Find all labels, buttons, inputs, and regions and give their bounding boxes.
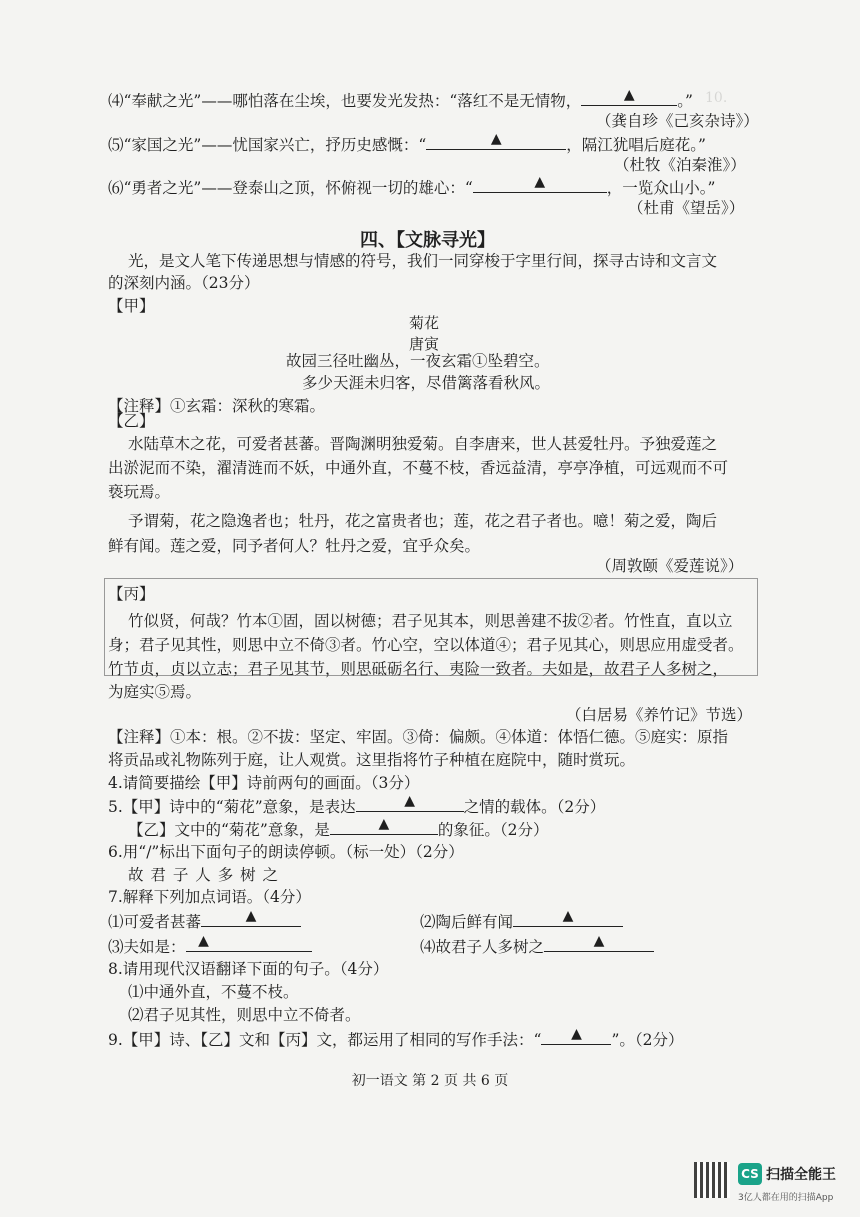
- question-8-1: ⑴中通外直，不蔓不枝。: [128, 983, 299, 1001]
- triangle-marker-icon: ▲: [623, 87, 635, 103]
- passage-text: 水陆草木之花，可爱者甚蕃。晋陶渊明独爱菊。自李唐来，世人甚爱牡丹。予独爱莲之: [128, 435, 718, 453]
- question-7-2: ⑵陶后鲜有闻 ▲: [420, 910, 623, 933]
- answer-blank[interactable]: [426, 133, 566, 150]
- triangle-marker-icon: ▲: [490, 131, 502, 147]
- fill-item-5: ⑸“家国之光”——忧国家兴亡，抒历史感慨：“ ▲ ，隔江犹唱后庭花。”: [108, 131, 706, 154]
- passage-text: 身；君子见其性，则思中立不倚③者。竹心空，空以体道④；君子见其心，则思应用虚受者。: [108, 636, 744, 654]
- scanner-tagline: 3亿人都在用的扫描App: [738, 1193, 834, 1203]
- question-4: 4.请简要描绘【甲】诗前两句的画面。（3分）: [108, 774, 420, 792]
- question-7-3: ⑶夫如是： ▲: [108, 935, 312, 958]
- camscanner-logo: CS: [738, 1163, 762, 1185]
- passage-text: 竹节贞，贞以立志；君子见其节，则思砥砺名行、夷险一致者。夫如是，故君子人多树之，: [108, 660, 729, 678]
- answer-blank[interactable]: [330, 818, 438, 835]
- answer-blank[interactable]: [186, 935, 312, 952]
- answer-blank[interactable]: [201, 910, 301, 927]
- answer-blank[interactable]: [581, 89, 677, 106]
- qr-code-icon: [694, 1162, 730, 1198]
- answer-blank[interactable]: [544, 935, 654, 952]
- passage-text: 予谓菊，花之隐逸者也；牡丹，花之富贵者也；莲，花之君子者也。噫！菊之爱，陶后: [128, 512, 718, 530]
- passage-text: 为庭实⑤焉。: [108, 683, 202, 701]
- page-footer: 初一语文 第 2 页 共 6 页: [351, 1073, 509, 1089]
- answer-blank[interactable]: [473, 176, 607, 193]
- triangle-marker-icon: ▲: [198, 933, 209, 949]
- source-citation: （白居易《养竹记》节选）: [566, 706, 753, 724]
- question-6: 6.用“/”标出下面句子的朗读停顿。（标一处）（2分）: [108, 843, 464, 861]
- section-intro: 光，是文人笔下传递思想与情感的符号，我们一同穿梭于字里行间，探寻古诗和文言文: [128, 252, 718, 270]
- fill-item-4: ⑷“奉献之光”——哪怕落在尘埃，也要发光发热：“落红不是无情物， ▲ 。”: [108, 87, 693, 110]
- fill-item-6: ⑹“勇者之光”——登泰山之顶，怀俯视一切的雄心：“ ▲ ，一览众山小。”: [108, 174, 716, 197]
- question-9: 9.【甲】诗、【乙】文和【丙】文，都运用了相同的写作手法：“ ▲ ”。（2分）: [108, 1026, 684, 1049]
- passage-label-bing: 【丙】: [108, 585, 155, 603]
- passage-text: 鲜有闻。莲之爱，同予者何人？牡丹之爱，宜乎众矣。: [108, 537, 481, 555]
- question-5a: 5.【甲】诗中的“菊花”意象，是表达 ▲ 之情的载体。（2分）: [108, 793, 606, 816]
- poem-title: 菊花: [409, 314, 440, 332]
- question-8: 8.请用现代汉语翻译下面的句子。（4分）: [108, 960, 389, 978]
- passage-label-yi: 【乙】: [108, 412, 155, 430]
- poem-author: 唐寅: [409, 335, 440, 353]
- poem-line: 故园三径吐幽丛，一夜玄霜①坠碧空。: [286, 352, 550, 370]
- triangle-marker-icon: ▲: [245, 908, 257, 924]
- passage-text: 亵玩焉。: [108, 483, 171, 501]
- passage-text: 出淤泥而不染，濯清涟而不妖，中通外直，不蔓不枝，香远益清，亭亭净植，可远观而不可: [108, 459, 729, 477]
- triangle-marker-icon: ▲: [593, 933, 605, 949]
- section-heading: 四、【文脉寻光】: [360, 230, 495, 251]
- bleed-through-text: 10.: [705, 90, 728, 106]
- source-citation: （周敦颐《爱莲说》）: [596, 557, 744, 575]
- answer-blank[interactable]: [356, 795, 464, 812]
- source-citation: （杜甫《望岳》）: [628, 199, 745, 217]
- answer-blank[interactable]: [513, 910, 623, 927]
- annotation: 【注释】①本：根。②不拔：坚定、牢固。③倚：偏颇。④体道：体悟仁德。⑤庭实：原指: [108, 728, 729, 746]
- poem-line: 多少天涯未归客，尽借篱落看秋风。: [302, 374, 551, 392]
- source-citation: （杜牧《泊秦淮》）: [614, 156, 746, 174]
- annotation: 将贡品或礼物陈列于庭，让人观赏。这里指将竹子种植在庭院中，随时赏玩。: [108, 751, 636, 769]
- scanner-app-name: 扫描全能王: [766, 1167, 836, 1183]
- passage-text: 竹似贤，何哉？竹本①固，固以树德；君子见其本，则思善建不拔②者。竹性直，直以立: [128, 612, 733, 630]
- question-5b: 【乙】文中的“菊花”意象，是 ▲ 的象征。（2分）: [128, 816, 549, 839]
- answer-blank[interactable]: [541, 1028, 611, 1045]
- source-citation: （龚自珍《己亥杂诗》）: [596, 112, 759, 130]
- section-intro: 的深刻内涵。（23分）: [108, 274, 260, 292]
- triangle-marker-icon: ▲: [404, 793, 416, 809]
- triangle-marker-icon: ▲: [571, 1026, 582, 1042]
- question-7-4: ⑷故君子人多树之 ▲: [420, 935, 654, 958]
- triangle-marker-icon: ▲: [534, 174, 546, 190]
- question-7: 7.解释下列加点词语。（4分）: [108, 888, 311, 906]
- annotation: 【注释】①玄霜：深秋的寒霜。: [108, 397, 326, 415]
- question-8-2: ⑵君子见其性，则思中立不倚者。: [128, 1006, 361, 1024]
- triangle-marker-icon: ▲: [378, 816, 390, 832]
- triangle-marker-icon: ▲: [562, 908, 574, 924]
- pause-sentence: 故 君 子 人 多 树 之: [128, 866, 280, 884]
- question-7-1: ⑴可爱者甚蕃 ▲: [108, 910, 301, 933]
- passage-label-jia: 【甲】: [108, 297, 155, 315]
